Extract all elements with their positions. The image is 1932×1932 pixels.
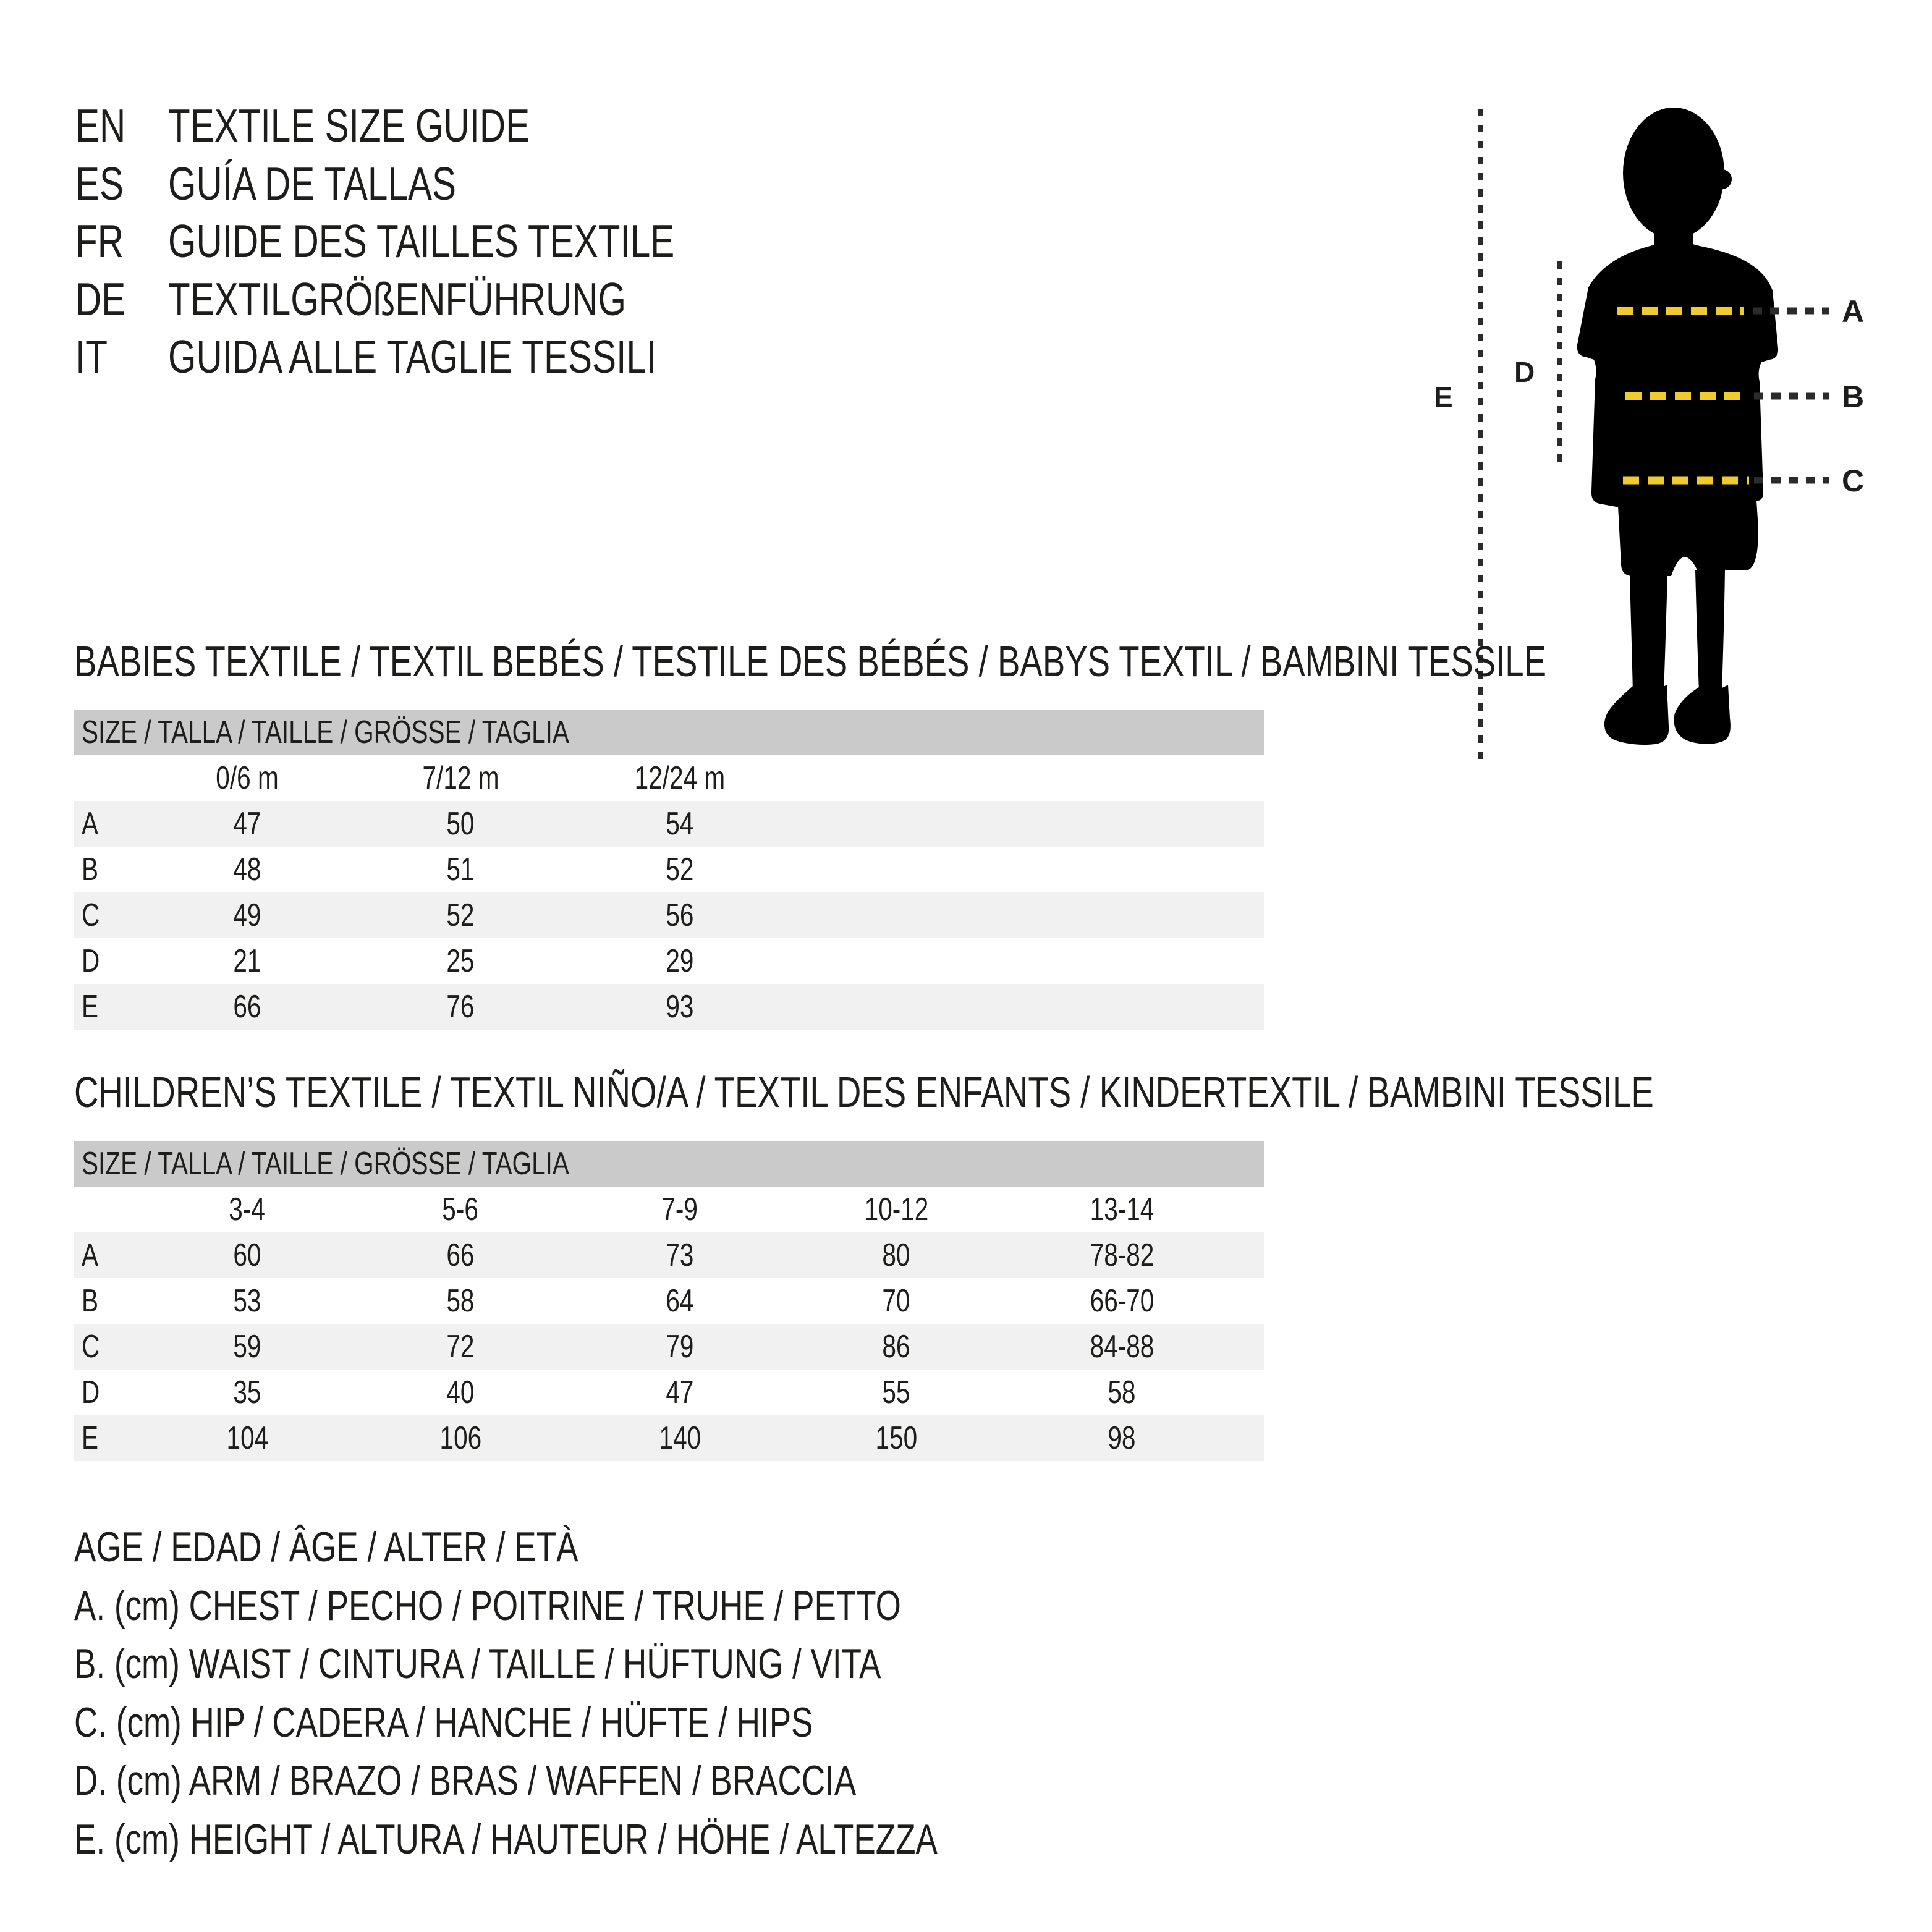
table-row [74, 1324, 1264, 1370]
cell: 47 [666, 1375, 694, 1410]
legend-line-age: AGE / EDAD / ÂGE / ALTER / ETÀ [74, 1523, 578, 1570]
cell: 98 [1108, 1420, 1136, 1456]
table-row [74, 938, 1264, 984]
children-size-table [74, 1141, 1264, 1461]
table-row [74, 984, 1264, 1030]
measure-label-c: C [1842, 464, 1865, 498]
row-label: E [82, 989, 99, 1025]
cell: 93 [666, 989, 694, 1025]
row-label: A [82, 806, 99, 842]
lang-code: IT [75, 331, 108, 383]
cell: 51 [446, 852, 475, 888]
row-label: B [82, 1283, 99, 1319]
cell: 80 [882, 1237, 910, 1273]
cell: 66 [446, 1237, 475, 1273]
legend-line-height: E. (cm) HEIGHT / ALTURA / HAUTEUR / HÖHE / ALTEZZA [74, 1816, 938, 1863]
cell: 48 [233, 852, 261, 888]
cell: 106 [439, 1420, 481, 1456]
cell: 53 [233, 1283, 261, 1319]
lang-title: GUÍA DE TALLAS [168, 158, 457, 210]
cell: 25 [446, 943, 475, 979]
cell: 40 [446, 1375, 475, 1410]
table-row [74, 1415, 1264, 1461]
cell: 56 [666, 897, 694, 933]
cell: 104 [226, 1420, 268, 1456]
row-label: C [82, 1329, 100, 1365]
table-row [74, 1232, 1264, 1278]
column-header-row [74, 755, 1264, 801]
cell: 84-88 [1090, 1329, 1154, 1365]
cell: 47 [233, 806, 261, 842]
lang-title: TEXTILE SIZE GUIDE [168, 100, 530, 151]
cell: 58 [446, 1283, 475, 1319]
column-header: 7/12 m [422, 760, 499, 796]
row-label: D [82, 1375, 100, 1410]
column-header: 10-12 [864, 1192, 928, 1227]
babies-size-table [74, 710, 1264, 1030]
lang-title: GUIDA ALLE TAGLIE TESSILI [168, 331, 657, 383]
table-row [74, 1278, 1264, 1324]
row-label: E [82, 1420, 99, 1456]
cell: 70 [882, 1283, 910, 1319]
babies-section-title: BABIES TEXTILE / TEXTIL BEBÉS / TESTILE DES BÉBÉS / BABYS TEXTIL / BAMBINI TESSILE [74, 637, 1547, 685]
cell: 76 [446, 989, 475, 1025]
row-label: A [82, 1237, 99, 1273]
measure-label-e: E [1434, 381, 1453, 413]
cell: 49 [233, 897, 261, 933]
cell: 21 [233, 943, 261, 979]
cell: 60 [233, 1237, 261, 1273]
cell: 78-82 [1090, 1237, 1154, 1273]
cell: 79 [666, 1329, 694, 1365]
size-table-header-bar: SIZE / TALLA / TAILLE / GRÖSSE / TAGLIA [74, 1141, 1264, 1187]
row-label: D [82, 943, 100, 979]
cell: 55 [882, 1375, 910, 1410]
children-section-title: CHILDREN’S TEXTILE / TEXTIL NIÑO/A / TEXTIL DES ENFANTS / KINDERTEXTIL / BAMBINI TESSILE [74, 1068, 1654, 1116]
measure-label-a: A [1842, 294, 1865, 329]
cell: 50 [446, 806, 475, 842]
cell: 86 [882, 1329, 910, 1365]
cell: 72 [446, 1329, 475, 1365]
cell: 58 [1108, 1375, 1136, 1410]
lang-code: DE [75, 273, 126, 325]
table-row [74, 801, 1264, 847]
column-header: 13-14 [1090, 1192, 1154, 1227]
cell: 66-70 [1090, 1283, 1154, 1319]
size-guide-figure [1409, 93, 1932, 791]
lang-code: FR [75, 215, 124, 267]
cell: 52 [446, 897, 475, 933]
cell: 52 [666, 852, 694, 888]
cell: 73 [666, 1237, 694, 1273]
cell: 29 [666, 943, 694, 979]
cell: 35 [233, 1375, 261, 1410]
measure-label-d: D [1514, 356, 1535, 388]
cell: 66 [233, 989, 261, 1025]
row-label: C [82, 897, 100, 933]
column-header: 12/24 m [634, 760, 726, 796]
lang-code: EN [75, 100, 126, 151]
cell: 64 [666, 1283, 694, 1319]
row-label: B [82, 852, 99, 888]
cell: 140 [659, 1420, 701, 1456]
measure-label-b: B [1842, 379, 1865, 414]
legend-line-arm: D. (cm) ARM / BRAZO / BRAS / WAFFEN / BRACCIA [74, 1757, 857, 1804]
cell: 150 [875, 1420, 917, 1456]
lang-code: ES [75, 158, 124, 210]
table-row [74, 1370, 1264, 1415]
column-header-row [74, 1187, 1264, 1232]
column-header: 5-6 [442, 1192, 479, 1227]
legend-line-waist: B. (cm) WAIST / CINTURA / TAILLE / HÜFTUNG / VITA [74, 1640, 881, 1687]
legend-line-hip: C. (cm) HIP / CADERA / HANCHE / HÜFTE / HIPS [74, 1699, 813, 1746]
lang-title: GUIDE DES TAILLES TEXTILE [168, 215, 675, 267]
column-header: 3-4 [229, 1192, 266, 1227]
lang-title: TEXTILGRÖßENFÜHRUNG [168, 273, 627, 325]
column-header: 0/6 m [216, 760, 279, 796]
cell: 59 [233, 1329, 261, 1365]
size-table-header-bar: SIZE / TALLA / TAILLE / GRÖSSE / TAGLIA [74, 710, 1264, 755]
cell: 54 [666, 806, 694, 842]
table-row [74, 847, 1264, 892]
table-row [74, 892, 1264, 938]
column-header: 7-9 [661, 1192, 698, 1227]
legend-line-chest: A. (cm) CHEST / PECHO / POITRINE / TRUHE / PETTO [74, 1582, 901, 1629]
